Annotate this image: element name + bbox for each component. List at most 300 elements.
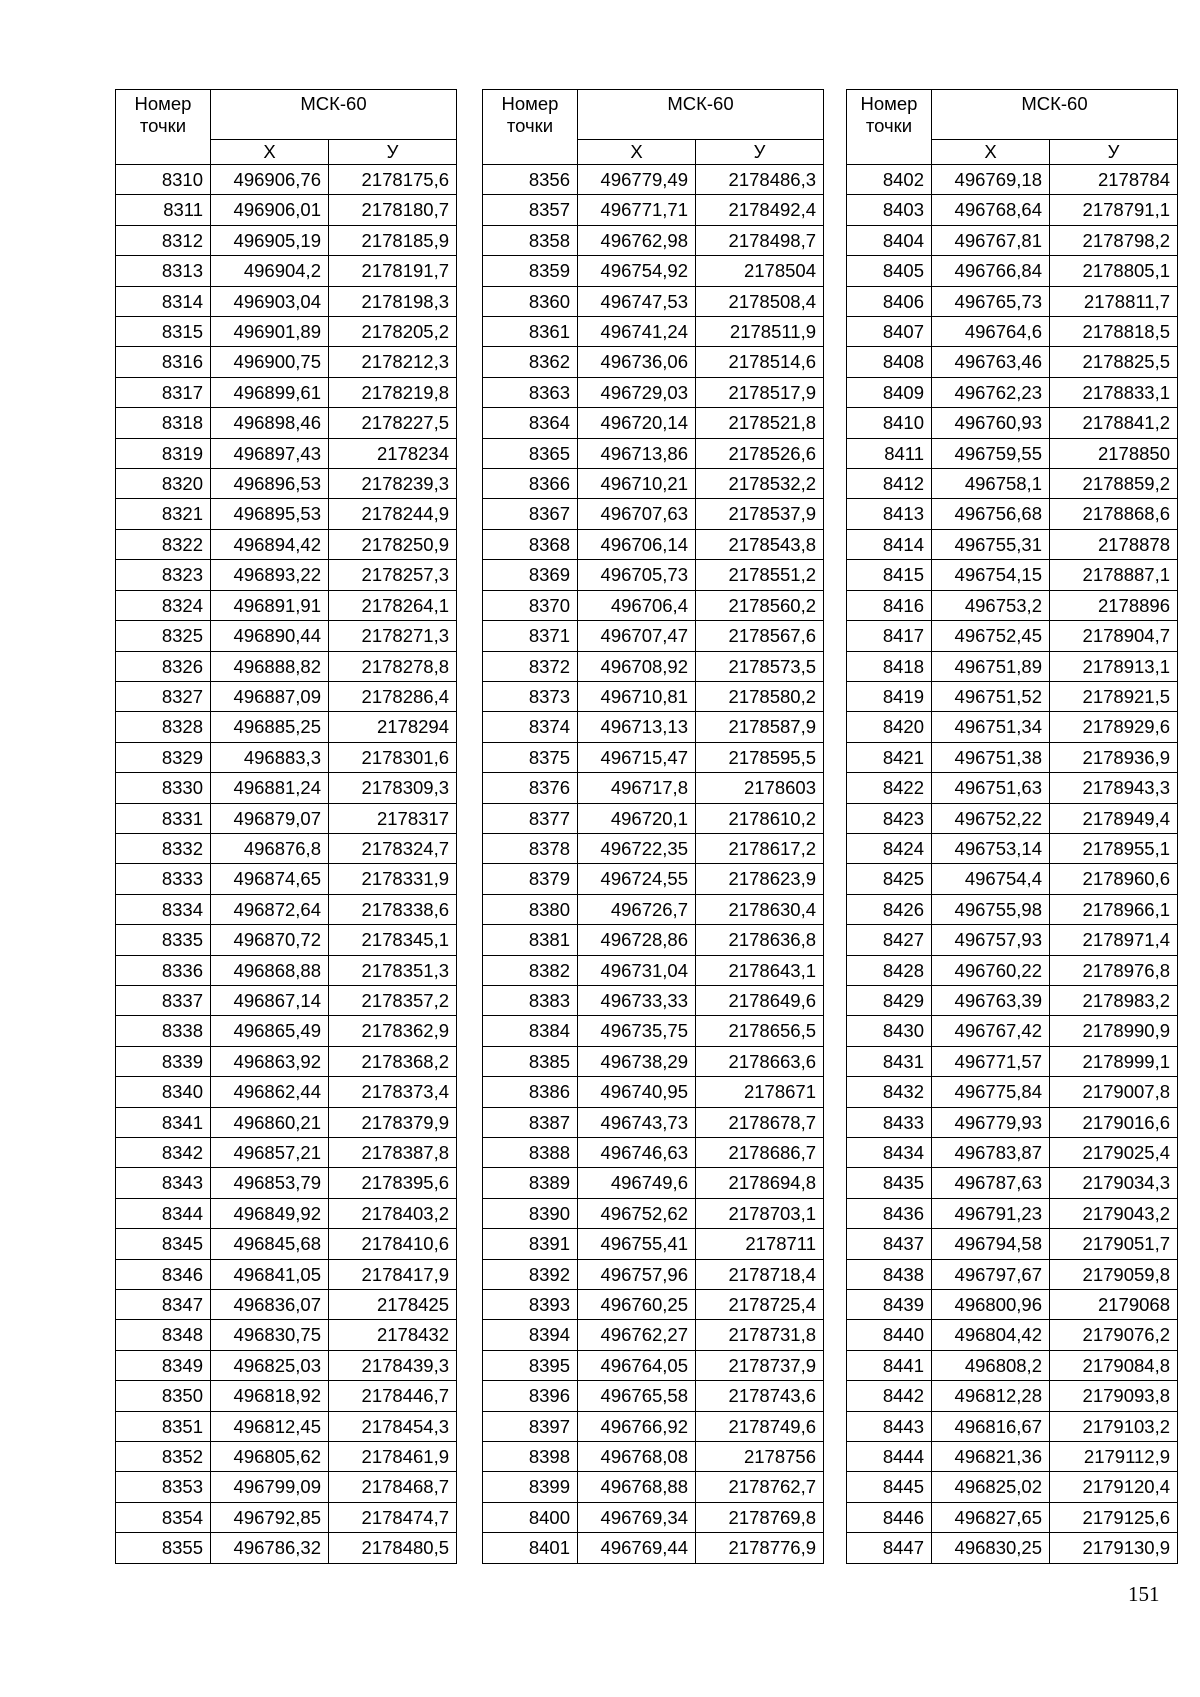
point-number-cell: 8379 [483,864,578,894]
table-row [116,1472,457,1502]
x-coordinate-cell: 496706,4 [578,590,696,620]
x-coordinate-cell: 496896,53 [211,469,329,499]
x-coordinate-cell: 496883,3 [211,742,329,772]
point-number-cell: 8352 [116,1442,211,1472]
point-number-cell: 8406 [847,286,932,316]
x-coordinate-cell: 496717,8 [578,773,696,803]
y-coordinate-cell: 2179025,4 [1050,1138,1178,1168]
point-number-cell: 8432 [847,1077,932,1107]
table-row [116,1259,457,1289]
table-row [847,1016,1178,1046]
x-coordinate-cell: 496731,04 [578,955,696,985]
point-number-cell: 8416 [847,590,932,620]
y-coordinate-cell: 2178387,8 [329,1138,457,1168]
point-number-cell: 8326 [116,651,211,681]
table-row [116,742,457,772]
y-coordinate-cell: 2178731,8 [696,1320,824,1350]
x-coordinate-cell: 496812,28 [932,1381,1050,1411]
y-coordinate-cell: 2179068 [1050,1290,1178,1320]
x-coordinate-cell: 496825,02 [932,1472,1050,1502]
y-coordinate-cell: 2178643,1 [696,955,824,985]
table-row [847,377,1178,407]
table-row [483,1350,824,1380]
table-row [847,256,1178,286]
point-number-cell: 8339 [116,1046,211,1076]
y-coordinate-cell: 2178454,3 [329,1411,457,1441]
table-row [483,1533,824,1563]
y-coordinate-cell: 2178191,7 [329,256,457,286]
table-row [483,985,824,1015]
x-coordinate-cell: 496720,1 [578,803,696,833]
x-coordinate-cell: 496764,6 [932,317,1050,347]
x-coordinate-cell: 496757,96 [578,1259,696,1289]
table-row [116,1533,457,1563]
point-number-header: Номер точки [847,90,932,165]
point-number-cell: 8317 [116,377,211,407]
y-coordinate-cell: 2178175,6 [329,165,457,195]
y-coordinate-cell: 2178205,2 [329,317,457,347]
x-coordinate-cell: 496771,57 [932,1046,1050,1076]
y-column-header: У [1050,140,1178,165]
y-coordinate-cell: 2178725,4 [696,1290,824,1320]
y-coordinate-cell: 2178960,6 [1050,864,1178,894]
point-number-cell: 8393 [483,1290,578,1320]
point-number-header: Номер точки [116,90,211,165]
point-number-cell: 8402 [847,165,932,195]
table-row [116,925,457,955]
y-coordinate-cell: 2178762,7 [696,1472,824,1502]
y-coordinate-cell: 2178185,9 [329,225,457,255]
point-number-cell: 8410 [847,408,932,438]
table-row [116,286,457,316]
x-coordinate-cell: 496754,15 [932,560,1050,590]
point-number-cell: 8411 [847,438,932,468]
table-row [483,712,824,742]
y-coordinate-cell: 2178649,6 [696,985,824,1015]
point-number-cell: 8390 [483,1198,578,1228]
table-row [483,1077,824,1107]
coordinate-system-header: МСК-60 [932,90,1178,140]
point-number-cell: 8323 [116,560,211,590]
point-number-cell: 8312 [116,225,211,255]
y-coordinate-cell: 2178198,3 [329,286,457,316]
x-coordinate-cell: 496783,87 [932,1138,1050,1168]
point-number-cell: 8362 [483,347,578,377]
table-row [116,1077,457,1107]
point-number-cell: 8439 [847,1290,932,1320]
x-column-header: Х [932,140,1050,165]
y-coordinate-cell: 2178737,9 [696,1350,824,1380]
table-row [483,195,824,225]
table-row [116,1290,457,1320]
x-coordinate-cell: 496756,68 [932,499,1050,529]
table-row [847,803,1178,833]
point-number-cell: 8348 [116,1320,211,1350]
x-coordinate-cell: 496752,45 [932,621,1050,651]
point-number-cell: 8400 [483,1502,578,1532]
x-coordinate-cell: 496897,43 [211,438,329,468]
y-coordinate-cell: 2178678,7 [696,1107,824,1137]
x-coordinate-cell: 496827,65 [932,1502,1050,1532]
point-number-cell: 8437 [847,1229,932,1259]
table-row [483,377,824,407]
table-row [847,165,1178,195]
y-column-header: У [696,140,824,165]
y-coordinate-cell: 2178711 [696,1229,824,1259]
point-number-cell: 8310 [116,165,211,195]
x-column-header: Х [578,140,696,165]
table-row [483,742,824,772]
x-coordinate-cell: 496792,85 [211,1502,329,1532]
table-row [116,833,457,863]
point-number-cell: 8415 [847,560,932,590]
table-row [847,1320,1178,1350]
table-row [116,894,457,924]
y-coordinate-cell: 2178580,2 [696,681,824,711]
y-coordinate-cell: 2179112,9 [1050,1442,1178,1472]
y-coordinate-cell: 2178811,7 [1050,286,1178,316]
table-row [847,286,1178,316]
table-row [847,225,1178,255]
y-coordinate-cell: 2178504 [696,256,824,286]
x-coordinate-cell: 496706,14 [578,529,696,559]
x-coordinate-cell: 496707,47 [578,621,696,651]
table-row [116,1107,457,1137]
y-coordinate-cell: 2179051,7 [1050,1229,1178,1259]
point-number-cell: 8408 [847,347,932,377]
x-coordinate-cell: 496818,92 [211,1381,329,1411]
table-row [116,985,457,1015]
table-row [116,590,457,620]
x-coordinate-cell: 496752,62 [578,1198,696,1228]
x-coordinate-cell: 496867,14 [211,985,329,1015]
x-coordinate-cell: 496710,81 [578,681,696,711]
table-row [483,286,824,316]
x-coordinate-cell: 496733,33 [578,985,696,1015]
table-row [116,377,457,407]
y-coordinate-cell: 2179084,8 [1050,1350,1178,1380]
table-row [847,1168,1178,1198]
y-coordinate-cell: 2178878 [1050,529,1178,559]
x-coordinate-cell: 496713,86 [578,438,696,468]
y-coordinate-cell: 2179034,3 [1050,1168,1178,1198]
y-coordinate-cell: 2178379,9 [329,1107,457,1137]
y-coordinate-cell: 2179059,8 [1050,1259,1178,1289]
y-coordinate-cell: 2178532,2 [696,469,824,499]
y-coordinate-cell: 2178623,9 [696,864,824,894]
table-row [116,712,457,742]
x-coordinate-cell: 496755,41 [578,1229,696,1259]
point-number-cell: 8369 [483,560,578,590]
x-coordinate-cell: 496747,53 [578,286,696,316]
x-coordinate-cell: 496722,35 [578,833,696,863]
y-coordinate-cell: 2178219,8 [329,377,457,407]
x-coordinate-cell: 496751,38 [932,742,1050,772]
x-coordinate-cell: 496816,67 [932,1411,1050,1441]
point-number-cell: 8405 [847,256,932,286]
point-number-cell: 8311 [116,195,211,225]
y-coordinate-cell: 2178362,9 [329,1016,457,1046]
table-row [847,469,1178,499]
y-coordinate-cell: 2178718,4 [696,1259,824,1289]
point-number-cell: 8397 [483,1411,578,1441]
x-coordinate-cell: 496769,44 [578,1533,696,1563]
point-number-cell: 8401 [483,1533,578,1563]
y-coordinate-cell: 2179103,2 [1050,1411,1178,1441]
y-coordinate-cell: 2178983,2 [1050,985,1178,1015]
y-coordinate-cell: 2178417,9 [329,1259,457,1289]
point-number-cell: 8385 [483,1046,578,1076]
point-number-cell: 8332 [116,833,211,863]
table-row [116,347,457,377]
point-number-cell: 8328 [116,712,211,742]
point-number-header: Номер точки [483,90,578,165]
x-coordinate-cell: 496799,09 [211,1472,329,1502]
point-number-cell: 8376 [483,773,578,803]
coordinate-system-header: МСК-60 [578,90,824,140]
y-coordinate-cell: 2178480,5 [329,1533,457,1563]
y-coordinate-cell: 2178694,8 [696,1168,824,1198]
point-number-cell: 8436 [847,1198,932,1228]
point-number-cell: 8349 [116,1350,211,1380]
point-number-cell: 8395 [483,1350,578,1380]
x-coordinate-cell: 496724,55 [578,864,696,894]
table-row [116,469,457,499]
point-number-cell: 8322 [116,529,211,559]
table-row [483,560,824,590]
point-number-cell: 8435 [847,1168,932,1198]
y-coordinate-cell: 2178278,8 [329,651,457,681]
y-coordinate-cell: 2179130,9 [1050,1533,1178,1563]
coordinates-table-1 [115,89,457,1564]
x-coordinate-cell: 496901,89 [211,317,329,347]
point-number-cell: 8345 [116,1229,211,1259]
table-row [847,742,1178,772]
point-number-cell: 8382 [483,955,578,985]
point-number-cell: 8392 [483,1259,578,1289]
point-number-cell: 8331 [116,803,211,833]
table-row [116,1411,457,1441]
point-number-cell: 8366 [483,469,578,499]
table-row [116,1198,457,1228]
y-coordinate-cell: 2178656,5 [696,1016,824,1046]
y-coordinate-cell: 2178468,7 [329,1472,457,1502]
y-coordinate-cell: 2178769,8 [696,1502,824,1532]
y-coordinate-cell: 2178403,2 [329,1198,457,1228]
point-number-cell: 8378 [483,833,578,863]
table-row [847,560,1178,590]
point-number-cell: 8420 [847,712,932,742]
table-row [847,1198,1178,1228]
x-coordinate-cell: 496728,86 [578,925,696,955]
x-coordinate-cell: 496764,05 [578,1350,696,1380]
x-coordinate-cell: 496760,93 [932,408,1050,438]
table-row [116,1016,457,1046]
y-coordinate-cell: 2178560,2 [696,590,824,620]
x-coordinate-cell: 496874,65 [211,864,329,894]
table-row [483,1442,824,1472]
table-row [483,1046,824,1076]
y-coordinate-cell: 2178617,2 [696,833,824,863]
y-coordinate-cell: 2178949,4 [1050,803,1178,833]
y-coordinate-cell: 2178904,7 [1050,621,1178,651]
y-coordinate-cell: 2178368,2 [329,1046,457,1076]
table-row [483,225,824,255]
point-number-cell: 8443 [847,1411,932,1441]
table-row [847,1107,1178,1137]
point-number-cell: 8354 [116,1502,211,1532]
point-number-cell: 8341 [116,1107,211,1137]
x-coordinate-cell: 496845,68 [211,1229,329,1259]
y-coordinate-cell: 2178943,3 [1050,773,1178,803]
y-coordinate-cell: 2178351,3 [329,955,457,985]
y-coordinate-cell: 2178921,5 [1050,681,1178,711]
y-coordinate-cell: 2178798,2 [1050,225,1178,255]
x-coordinate-cell: 496905,19 [211,225,329,255]
x-coordinate-cell: 496868,88 [211,955,329,985]
point-number-cell: 8427 [847,925,932,955]
y-coordinate-cell: 2178250,9 [329,529,457,559]
x-coordinate-cell: 496895,53 [211,499,329,529]
point-number-cell: 8423 [847,803,932,833]
x-coordinate-cell: 496760,25 [578,1290,696,1320]
table-row [116,864,457,894]
x-coordinate-cell: 496876,8 [211,833,329,863]
table-row [483,1290,824,1320]
point-number-cell: 8398 [483,1442,578,1472]
x-coordinate-cell: 496766,84 [932,256,1050,286]
point-number-cell: 8381 [483,925,578,955]
point-number-cell: 8313 [116,256,211,286]
x-coordinate-cell: 496752,22 [932,803,1050,833]
x-coordinate-cell: 496751,34 [932,712,1050,742]
y-coordinate-cell: 2179016,6 [1050,1107,1178,1137]
x-coordinate-cell: 496767,81 [932,225,1050,255]
x-coordinate-cell: 496853,79 [211,1168,329,1198]
y-coordinate-cell: 2178818,5 [1050,317,1178,347]
table-row [116,955,457,985]
y-coordinate-cell: 2178271,3 [329,621,457,651]
table-row [847,499,1178,529]
table-row [116,1442,457,1472]
table-row [847,1533,1178,1563]
table-row [483,1502,824,1532]
y-coordinate-cell: 2178791,1 [1050,195,1178,225]
point-number-cell: 8333 [116,864,211,894]
point-number-cell: 8357 [483,195,578,225]
point-number-cell: 8356 [483,165,578,195]
table-row [847,864,1178,894]
x-coordinate-cell: 496906,01 [211,195,329,225]
point-number-cell: 8412 [847,469,932,499]
y-coordinate-cell: 2178976,8 [1050,955,1178,985]
point-number-cell: 8429 [847,985,932,1015]
y-coordinate-cell: 2178990,9 [1050,1016,1178,1046]
y-coordinate-cell: 2178461,9 [329,1442,457,1472]
y-coordinate-cell: 2178486,3 [696,165,824,195]
table-row [116,773,457,803]
table-row [116,803,457,833]
y-coordinate-cell: 2178543,8 [696,529,824,559]
table-row [483,317,824,347]
point-number-cell: 8391 [483,1229,578,1259]
x-coordinate-cell: 496887,09 [211,681,329,711]
table-row [483,1411,824,1441]
x-coordinate-cell: 496710,21 [578,469,696,499]
table-row [116,1046,457,1076]
y-coordinate-cell: 2178551,2 [696,560,824,590]
point-number-cell: 8394 [483,1320,578,1350]
table-row [483,925,824,955]
table-row [847,621,1178,651]
y-coordinate-cell: 2178244,9 [329,499,457,529]
x-coordinate-cell: 496805,62 [211,1442,329,1472]
x-coordinate-cell: 496751,63 [932,773,1050,803]
table-row [116,195,457,225]
table-row [483,1168,824,1198]
y-coordinate-cell: 2178595,5 [696,742,824,772]
y-coordinate-cell: 2178345,1 [329,925,457,955]
y-coordinate-cell: 2178610,2 [696,803,824,833]
point-number-cell: 8404 [847,225,932,255]
table-row [116,1168,457,1198]
y-coordinate-cell: 2178887,1 [1050,560,1178,590]
point-number-cell: 8351 [116,1411,211,1441]
point-number-cell: 8409 [847,377,932,407]
point-number-cell: 8446 [847,1502,932,1532]
point-number-cell: 8426 [847,894,932,924]
table-row [847,1259,1178,1289]
table-row [116,621,457,651]
x-coordinate-cell: 496768,88 [578,1472,696,1502]
x-coordinate-cell: 496760,22 [932,955,1050,985]
point-number-cell: 8342 [116,1138,211,1168]
x-coordinate-cell: 496891,91 [211,590,329,620]
point-number-cell: 8417 [847,621,932,651]
x-coordinate-cell: 496757,93 [932,925,1050,955]
table-row [116,1350,457,1380]
page-number: 151 [1128,1582,1160,1606]
table-row [116,1229,457,1259]
y-coordinate-cell: 2178896 [1050,590,1178,620]
x-coordinate-cell: 496863,92 [211,1046,329,1076]
x-coordinate-cell: 496865,49 [211,1016,329,1046]
point-number-cell: 8386 [483,1077,578,1107]
x-coordinate-cell: 496830,75 [211,1320,329,1350]
y-coordinate-cell: 2178410,6 [329,1229,457,1259]
table-row [847,773,1178,803]
table-row [483,1107,824,1137]
y-coordinate-cell: 2178537,9 [696,499,824,529]
y-coordinate-cell: 2178492,4 [696,195,824,225]
y-coordinate-cell: 2178630,4 [696,894,824,924]
coordinate-system-header: МСК-60 [211,90,457,140]
table-row [847,1077,1178,1107]
x-coordinate-cell: 496893,22 [211,560,329,590]
table-row [483,256,824,286]
point-number-cell: 8431 [847,1046,932,1076]
point-number-cell: 8371 [483,621,578,651]
x-coordinate-cell: 496857,21 [211,1138,329,1168]
table-row [483,165,824,195]
x-coordinate-cell: 496768,64 [932,195,1050,225]
x-column-header: Х [211,140,329,165]
x-coordinate-cell: 496904,2 [211,256,329,286]
x-coordinate-cell: 496755,98 [932,894,1050,924]
y-coordinate-cell: 2178929,6 [1050,712,1178,742]
point-number-cell: 8407 [847,317,932,347]
y-coordinate-cell: 2178526,6 [696,438,824,468]
